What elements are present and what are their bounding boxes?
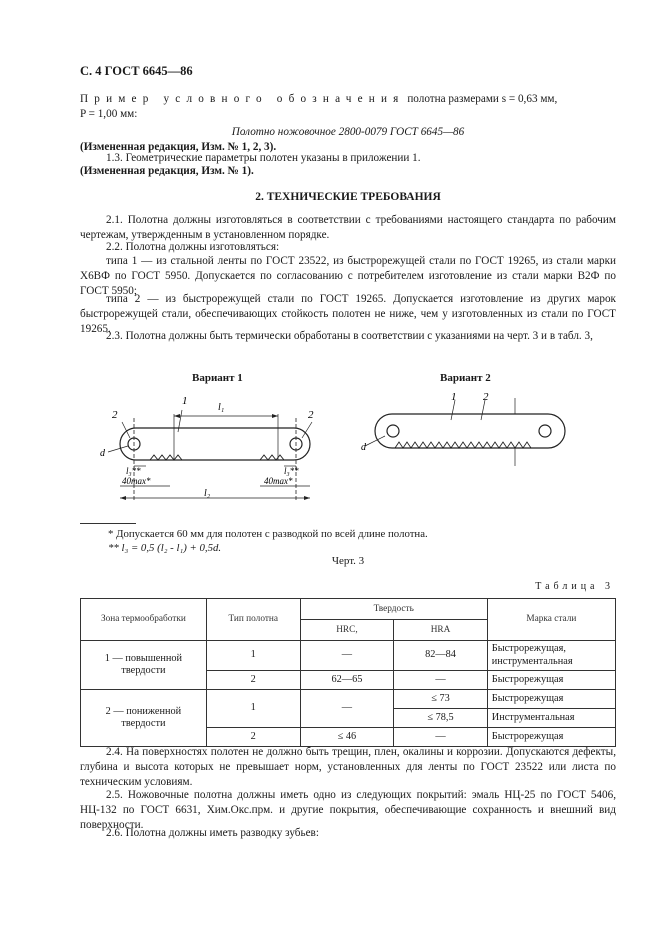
label-l3-left: l₃** (126, 466, 141, 476)
page-header: С. 4 ГОСТ 6645—86 (80, 64, 193, 78)
cell-type: 1 (206, 641, 300, 671)
hole-right-v2 (539, 425, 551, 437)
label-2-v2: 2 (483, 391, 489, 403)
paragraph-2-5: 2.5. Ножовочные полотна должны иметь одно из следующих покрытий: эмаль НЦ-25 по ГОСТ 5406, НЦ-132 по ГОСТ 6631, Хим.Окс.прм. и другие покрытия, обеспечивающие сохранность и внешний вид поверхности. (80, 789, 616, 832)
section-title: 2. ТЕХНИЧЕСКИЕ ТРЕБОВАНИЯ (255, 191, 441, 203)
label-40max-right: 40max* (264, 476, 293, 486)
cell-type: 1 (206, 690, 300, 728)
cell-steel: Инструментальная (487, 709, 615, 728)
label-1: 1 (182, 395, 188, 407)
example-rest: полотна размерами s = 0,63 мм, (404, 93, 558, 105)
th-hra: HRA (394, 620, 488, 641)
table-row (81, 690, 616, 709)
amendment-note-1: (Измененная редакция, Изм. № 1, 2, 3). (80, 141, 277, 153)
cell-steel: Быстрорежущая, инструментальная (487, 641, 615, 671)
variant1-drawing (90, 388, 340, 513)
example-line2: P = 1,00 мм: (80, 108, 138, 121)
blade-body (120, 428, 310, 460)
paragraph-2-2-type1: типа 1 — из стальной ленты по ГОСТ 23522, из быстрорежущей стали по ГОСТ 19265, из стали марки Х6ВФ по ГОСТ 5950. Допускается по согласованию с потребителем изготовление из стали марки В2Ф по ГОСТ 5950; (80, 255, 616, 298)
th-steel: Марка стали (487, 599, 615, 641)
th-type: Тип полотна (206, 599, 300, 641)
variant1-label: Вариант 1 (192, 372, 243, 384)
table-caption: Таблица 3 (535, 581, 614, 592)
variant2-drawing (355, 388, 575, 478)
th-zone: Зона термообработки (81, 599, 207, 641)
cell-hra: 82—84 (394, 641, 488, 671)
cell-steel: Быстрорежущая (487, 690, 615, 709)
example-spaced-label: Пример условного обозначения (80, 93, 405, 105)
hardness-table (80, 598, 616, 747)
paragraph-2-1: 2.1. Полотна должны изготовляться в соответствии с требованиями настоящего стандарта по рабочим чертежам, утвержденным в установленном порядке. (80, 214, 616, 242)
label-1-v2: 1 (451, 391, 457, 403)
table-row (81, 641, 616, 671)
cell-type: 2 (206, 728, 300, 747)
paragraph-2-3: 2.3. Полотна должны быть термически обработаны в соответствии с указаниями на черт. 3 и в табл. 3, (106, 330, 593, 342)
cell-hrc: 62—65 (300, 671, 394, 690)
example-designation: Полотно ножовочное 2800-0079 ГОСТ 6645—86 (231, 126, 465, 138)
figure-caption: Черт. 3 (331, 555, 365, 567)
label-40max-left: 40max* (122, 476, 151, 486)
paragraph-2-6: 2.6. Полотна должны иметь разводку зубьев: (106, 827, 319, 839)
footnote-1: * Допускается 60 мм для полотен с разводкой по всей длине полотна. (108, 528, 428, 540)
paragraph-2-2: 2.2. Полотна должны изготовляться: (106, 241, 280, 253)
cell-hra: ≤ 73 (394, 690, 488, 709)
label-l1: l₁ (218, 402, 225, 413)
label-2-left: 2 (112, 409, 118, 421)
th-hrc: HRC, (300, 620, 394, 641)
cell-hra: — (394, 728, 488, 747)
example-paragraph (80, 92, 616, 122)
cell-zone: 2 — пониженной твердости (81, 690, 207, 747)
th-hardness: Твердость (300, 599, 487, 620)
paragraph-2-2-type2: типа 2 — из быстрорежущей стали по ГОСТ 19265. Допускается изготовление из других марок быстрорежущей стали, обеспечивающих стойкость полотен не ниже, чем у изготовленных из стали по ГОСТ 19265. (80, 293, 616, 336)
hole-left-v2 (387, 425, 399, 437)
cell-hra: — (394, 671, 488, 690)
cell-type: 2 (206, 671, 300, 690)
cell-steel: Быстрорежущая (487, 728, 615, 747)
label-2-right: 2 (308, 409, 314, 421)
paragraph-2-4: 2.4. На поверхностях полотен не должно быть трещин, плен, окалины и коррозии. Допускаются дефекты, глубина и высота которых не превышает норм, установленных для ленты по ГОСТ 23522 или листа по техническим условиям. (80, 746, 616, 789)
cell-hrc: ≤ 46 (300, 728, 394, 747)
label-l3-right: l₃** (284, 466, 299, 476)
cell-steel: Быстрорежущая (487, 671, 615, 690)
paragraph-1-3: 1.3. Геометрические параметры полотен указаны в приложении 1. (106, 152, 421, 164)
variant2-label: Вариант 2 (440, 372, 491, 384)
label-d: d (100, 448, 105, 459)
label-l2: l₂ (204, 488, 211, 499)
label-d-v2: d (361, 442, 366, 453)
cell-hrc: — (300, 690, 394, 728)
amendment-note-2: (Измененная редакция, Изм. № 1). (80, 165, 254, 177)
footnote-rule (80, 523, 136, 524)
cell-hra: ≤ 78,5 (394, 709, 488, 728)
cell-zone: 1 — повышенной твердости (81, 641, 207, 690)
cell-hrc: — (300, 641, 394, 671)
footnote-2: ** l₃ = 0,5 (l₂ - l₁) + 0,5d. (108, 542, 222, 554)
